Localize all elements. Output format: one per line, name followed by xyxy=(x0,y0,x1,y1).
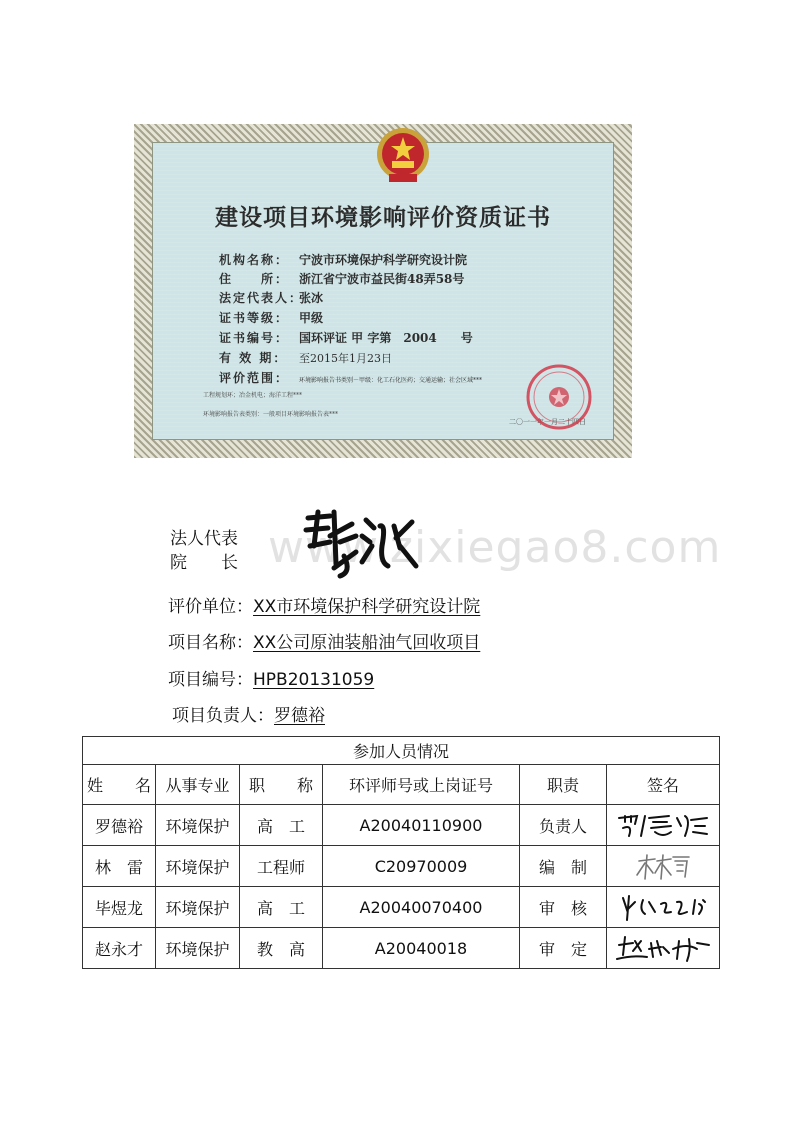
official-seal-icon xyxy=(525,363,593,431)
staff-signature xyxy=(607,846,720,887)
cert-row-validity: 有 效 期： 至2015年1月23日 xyxy=(219,351,392,365)
header-cert: 环评师号或上岗证号 xyxy=(323,765,520,805)
table-row xyxy=(83,887,720,928)
staff-cert: A20040070400 xyxy=(323,887,520,928)
staff-duty: 审 定 xyxy=(520,928,607,969)
staff-duty: 负责人 xyxy=(520,805,607,846)
table-row xyxy=(83,846,720,887)
table-row xyxy=(83,805,720,846)
cert-row-number: 证书编号： 国环评证 甲 字第 2004 号 xyxy=(219,331,473,345)
staff-name: 罗德裕 xyxy=(83,805,156,846)
staff-cert: C20970009 xyxy=(323,846,520,887)
staff-title: 高 工 xyxy=(240,805,323,846)
staff-signature xyxy=(607,887,720,928)
legal-rep-label xyxy=(170,527,238,575)
cert-row-scope: 评价范围： 环境影响报告书类别－甲级：化工石化医药；交通运输；社会区域*** xyxy=(219,371,483,385)
info-project-leader: 项目负责人：罗德裕 xyxy=(172,706,325,726)
header-title: 职 称 xyxy=(240,765,323,805)
national-emblem-icon xyxy=(375,126,431,186)
cert-row-address: 住 所： 浙江省宁波市益民街48弄58号 xyxy=(219,272,465,286)
staff-name: 毕煜龙 xyxy=(83,887,156,928)
qualification-certificate xyxy=(134,124,632,458)
legal-rep-label-line2: 院 长 xyxy=(170,553,238,573)
table-row xyxy=(83,928,720,969)
staff-signature xyxy=(607,928,720,969)
staff-table-caption: 参加人员情况 xyxy=(83,737,720,765)
legal-rep-label-line1: 法人代表 xyxy=(170,529,238,549)
certificate-body xyxy=(152,142,614,440)
staff-table-header-row xyxy=(83,765,720,805)
header-duty: 职责 xyxy=(520,765,607,805)
staff-title: 高 工 xyxy=(240,887,323,928)
cert-scope-line-2: 工程规划环；冶金机电；海洋工程*** xyxy=(203,392,303,399)
staff-duty: 编 制 xyxy=(520,846,607,887)
signature-bi xyxy=(615,892,711,922)
staff-title: 教 高 xyxy=(240,928,323,969)
staff-cert: A20040018 xyxy=(323,928,520,969)
staff-field: 环境保护 xyxy=(156,887,240,928)
staff-field: 环境保护 xyxy=(156,846,240,887)
staff-table xyxy=(82,736,720,969)
cert-row-org: 机构名称： 宁波市环境保护科学研究设计院 xyxy=(219,253,468,267)
staff-field: 环境保护 xyxy=(156,805,240,846)
header-name: 姓 名 xyxy=(83,765,156,805)
staff-name: 赵永才 xyxy=(83,928,156,969)
staff-table-caption-row xyxy=(83,737,720,765)
cert-scope-line-3: 环境影响报告表类别：一般项目环境影响报告表*** xyxy=(203,411,339,418)
legal-rep-signature xyxy=(300,506,422,580)
header-field: 从事专业 xyxy=(156,765,240,805)
staff-name: 林 雷 xyxy=(83,846,156,887)
staff-signature xyxy=(607,805,720,846)
signature-zhao xyxy=(613,933,713,963)
header-signature: 签名 xyxy=(607,765,720,805)
staff-field: 环境保护 xyxy=(156,928,240,969)
certificate-title: 建设项目环境影响评价资质证书 xyxy=(215,204,551,231)
signature-luo xyxy=(615,810,711,840)
info-evaluation-unit: 评价单位：XX市环境保护科学研究设计院 xyxy=(168,597,481,617)
info-project-number: 项目编号：HPB20131059 xyxy=(168,670,375,690)
cert-issue-date: 二〇一一年一月二十四日 xyxy=(509,418,586,426)
staff-duty: 审 核 xyxy=(520,887,607,928)
cert-row-grade: 证书等级： 甲级 xyxy=(219,311,324,325)
watermark: www.zixiegao8.com xyxy=(268,522,722,573)
cert-row-legal-rep: 法定代表人：张冰 xyxy=(219,291,324,305)
staff-cert: A20040110900 xyxy=(323,805,520,846)
staff-title: 工程师 xyxy=(240,846,323,887)
info-project-name: 项目名称：XX公司原油装船油气回收项目 xyxy=(168,633,481,653)
signature-lin xyxy=(615,851,711,881)
